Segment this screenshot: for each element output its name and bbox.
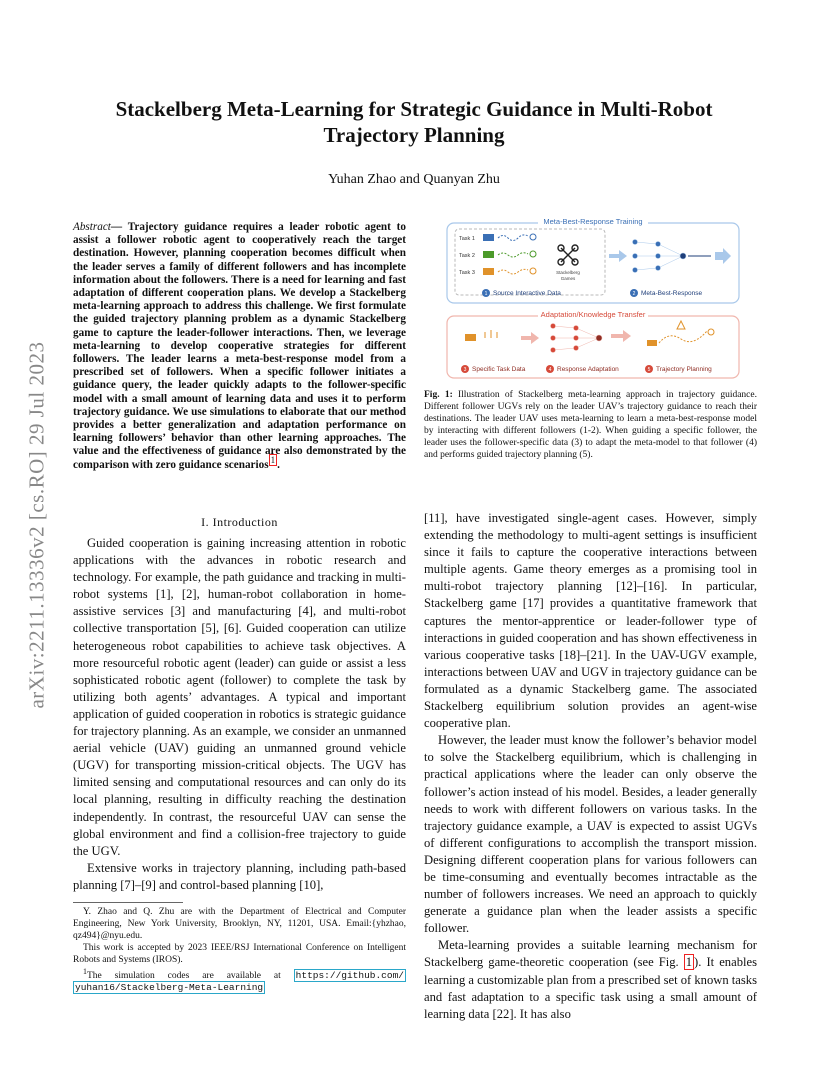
- right-paragraph-3-start: Meta-learning provides a suitable learning mechanism for Stackelberg game-theoretic cooperation (see Fig.: [424, 938, 757, 970]
- step-4-label: Response Adaptation: [557, 366, 619, 373]
- planned-trajectory: [659, 331, 707, 343]
- data-bars-icon: [485, 330, 497, 338]
- step-1-number: 1: [484, 291, 488, 297]
- truck-icon: [483, 251, 494, 258]
- task1-label: Task 1: [459, 236, 475, 242]
- step-5-label: Trajectory Planning: [656, 366, 712, 373]
- intro-right-column: [424, 510, 757, 1023]
- figure-1-diagram: [443, 212, 743, 380]
- caption-text: Illustration of Stackelberg meta-learning approach in trajectory guidance. Different follower UGVs rely on the leader UAV’s trajectory guidance to reach their destinations. The leader UAV uses meta-learning to learn a meta-best-response model by interacting with different followers (1-2). When guiding a specific follower, the leader uses the follower-specific data (3) to adapt the meta-model to that follower (4) and performs guided trajectory planning (5).: [424, 390, 757, 460]
- step-3-label: Specific Task Data: [472, 366, 526, 373]
- destination-pin-icon: [530, 268, 536, 274]
- step-5-number: 5: [647, 367, 651, 373]
- abstract-text: — Trajectory guidance requires a leader robotic agent to assist a follower robotic agent to cooperatively reach the target destination. However, planning cooperation becomes difficult when the leader serves a family of different followers and has incomplete information about the followers. There is a need for learning and fast adaptation of different cooperation plans. We develop a Stackelberg meta-learning approach to address this challenge. We first formulate the guided trajectory planning problem as a dynamic Stackelberg game to capture the leader-follower interactions. Then, we leverage meta-learning to develop cooperative strategies for different followers. The leader learns a meta-best-response model from a prescribed set of followers. When a specific follower initiates a guidance query, the leader quickly adapts to the follower-specific model with a small amount of learning data and uses it to perform trajectory guidance. We use simulations to elaborate that our method provides a better generalization and adaptation performance on learning followers’ behavior than other learning approaches. The value and the effectiveness of guidance are also demonstrated by the comparison with zero guidance scenarios: [73, 221, 406, 471]
- adaptation-title: Adaptation/Knowledge Transfer: [540, 310, 646, 319]
- drone-icon: [558, 245, 578, 265]
- abstract: [73, 221, 406, 472]
- step-1-label: Source Interactive Data: [493, 290, 561, 297]
- step-2-label: Meta-Best-Response: [641, 290, 703, 297]
- step-3-number: 3: [463, 367, 467, 373]
- paper-title: Stackelberg Meta-Learning for Strategic Guidance in Multi-Robot Trajectory Planning: [115, 97, 713, 147]
- stackelberg-label: Stackelberg: [556, 270, 580, 275]
- code-url-link-part2[interactable]: yuhan16/Stackelberg-Meta-Learning: [75, 982, 264, 994]
- figure-1-ref-link[interactable]: 1: [685, 955, 693, 970]
- intro-left-column: [73, 535, 406, 894]
- adapted-network-icon: [551, 324, 603, 353]
- arrow-icon: [611, 330, 631, 342]
- footnote-rule: [73, 902, 183, 903]
- training-title: Meta-Best-Response Training: [543, 217, 643, 226]
- arrow-icon: [715, 248, 731, 264]
- destination-pin-icon: [708, 329, 714, 335]
- truck-icon: [483, 234, 494, 241]
- step-4-number: 4: [548, 367, 552, 373]
- trajectory-1: [498, 235, 528, 241]
- figure-1: [443, 212, 743, 380]
- section-heading-introduction: [73, 515, 406, 530]
- footnote-code-text: The simulation codes are available at: [86, 971, 294, 982]
- arrow-icon: [521, 332, 539, 344]
- footnote-code: [73, 966, 406, 994]
- arxiv-id-text: arXiv:2211.13336v2 [cs.RO] 29 Jul 2023: [24, 341, 49, 709]
- intro-paragraph-1: Guided cooperation is gaining increasing attention in robotic applications with the advances in robotic research and technology. For example, the path guidance and tracking in multi-robot systems [1], [2], human-robot collaboration in home-assistive services [3] and manufacturing [4], and multi-robot collective transportation [5], [6]. Guided cooperation can utilize heterogeneous robot capabilities to achieve task objectives. A more resourceful robotic agent (leader) can guide or assist a less sophisticated robotic agent (follower) to complete the task by utilizing both agents’ advantages. A typical and important application of guided cooperation in robotics is strategic guidance for trajectory planning. As an example, we consider an unmanned aerial vehicle (UAV) guiding an unmanned ground vehicle (UGV) for transporting mission-critical objects. The UGV has limited sensing and computational resources and can only do its local planning, resulting in difficulty reaching the destination independently. In contrast, the resourceful UAV can sense the global environment and find a collision-free trajectory to guide the UGV.: [73, 536, 406, 858]
- footnotes: [73, 906, 406, 994]
- step-2-number: 2: [632, 291, 636, 297]
- figure-1-caption: [424, 390, 757, 461]
- abstract-end: .: [277, 458, 280, 471]
- drone-marker-icon: [677, 321, 685, 329]
- arrow-icon: [609, 250, 627, 262]
- arxiv-identifier: [20, 290, 54, 760]
- code-url-link-part1[interactable]: https://github.com/: [295, 970, 404, 982]
- paper-authors: Yuhan Zhao and Quanyan Zhu: [328, 172, 500, 187]
- right-paragraph-3-end: ). It enables learning a customizable plan from a prescribed set of known tasks and fast adaptation to a specific task using a small amount of learning data [22]. It has also: [424, 955, 757, 1021]
- footnote-affiliation: Y. Zhao and Q. Zhu are with the Department of Electrical and Computer Engineering, New York University, Brooklyn, NY, 11201, USA. Email:{yhzhao, qz494}@nyu.edu.: [73, 907, 406, 941]
- meta-network-icon: [633, 240, 687, 273]
- truck-icon: [465, 334, 476, 341]
- intro-paragraph-2: Extensive works in trajectory planning, including path-based planning [7]–[9] and control-based planning [10],: [73, 860, 406, 892]
- trajectory-3: [498, 269, 528, 274]
- right-paragraph-3: [424, 937, 757, 1022]
- truck-icon: [483, 268, 494, 275]
- right-paragraph-2: However, the leader must know the follower’s behavior model to solve the Stackelberg equilibrium, which is challenging in practical applications where the leader can only observe the follower’s action instead of his model. Besides, a leader generally needs to work with different followers on various tasks. In the trajectory guidance example, a UAV is expected to assist UGVs of different configurations to accomplish the transport mission. Designing different cooperation plans for various followers can be time-consuming and eventually becomes intractable as the number of followers increases. We need an approach to quickly generate a guidance plan when the leader assists a specific follower.: [424, 733, 757, 936]
- caption-label: Fig. 1:: [424, 390, 453, 400]
- task2-label: Task 2: [459, 253, 475, 259]
- destination-pin-icon: [530, 251, 536, 257]
- trajectory-2: [498, 253, 528, 257]
- footnote-code-mark: 1: [83, 967, 87, 976]
- abstract-label: Abstract: [73, 221, 111, 233]
- task3-label: Task 3: [459, 270, 475, 276]
- footnote-acceptance: This work is accepted by 2023 IEEE/RSJ International Conference on Intelligent Robots and Systems (IROS).: [73, 943, 406, 965]
- abstract-footnote-ref[interactable]: 1: [270, 454, 276, 465]
- source-data-box: [455, 229, 605, 295]
- right-paragraph-1: [11], have investigated single-agent cases. However, simply extending the methodology to multi-agent settings is insufficient since it fails to capture the cooperative interactions between multiple agents. Game theory emerges as a promising tool in multi-robot trajectory planning [12]–[16]. In particular, Stackelberg game [17] provides a quantitative framework that captures the mentor-apprentice or leader-follower type of interactions in guided cooperation and has shown effectiveness in various cooperative tasks [18]–[21]. In the UAV-UGV example, interactions between UAV and UGV in trajectory guidance can be formulated as a dynamic Stackelberg game. The associated Stackelberg equilibrium solution provides an agent-wise cooperative plan.: [424, 511, 757, 731]
- destination-pin-icon: [530, 234, 536, 240]
- truck-icon: [647, 340, 657, 346]
- section-heading-text: I. Introduction: [201, 515, 278, 529]
- games-label: Games: [560, 276, 576, 281]
